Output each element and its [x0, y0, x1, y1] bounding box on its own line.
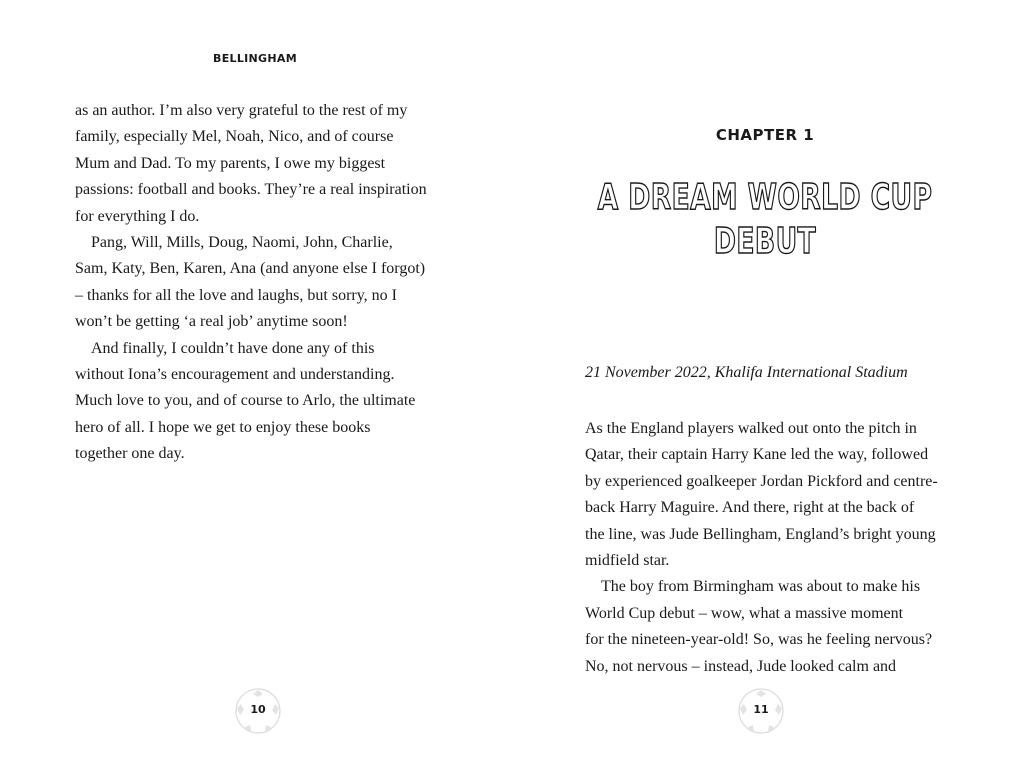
text-line: as an author. I’m also very grateful to the rest of my — [75, 102, 408, 119]
chapter-title-line: A DREAM WORLD CUP — [597, 177, 933, 218]
acknowledgements-text — [75, 98, 435, 468]
text-line: together one day. — [75, 445, 185, 463]
text-line: by experienced goalkeeper Jordan Pickford and centre- — [585, 472, 938, 490]
text-line: back Harry Maguire. And there, right at the back of — [585, 499, 915, 517]
page-number: 11 — [753, 703, 769, 716]
text-line: without Iona’s encouragement and understanding. — [75, 366, 395, 384]
text-line: Qatar, their captain Harry Kane led the way, followed — [585, 446, 929, 464]
text-line: family, especially Mel, Noah, Nico, and of course — [75, 128, 394, 146]
text-line: for everything I do. — [75, 207, 200, 225]
text-line: for the nineteen-year-old! So, was he feeling nervous? — [585, 631, 933, 649]
text-line: Sam, Katy, Ben, Karen, Ana (and anyone else I forgot) — [75, 260, 426, 278]
page-number-badge — [235, 688, 281, 734]
text-line: the line, was Jude Bellingham, England’s bright young — [585, 525, 936, 543]
text-line: hero of all. I hope we get to enjoy these books — [75, 418, 371, 436]
running-head: BELLINGHAM — [213, 52, 297, 65]
text-line: passions: football and books. They’re a real inspiration — [75, 181, 427, 199]
chapter-title-line: DEBUT — [713, 221, 817, 262]
text-line: Mum and Dad. To my parents, I owe my biggest — [75, 154, 386, 172]
text-line: The boy from Birmingham was about to make his — [601, 578, 921, 596]
chapter-title — [556, 176, 974, 264]
text-line: World Cup debut – wow, what a massive moment — [585, 604, 904, 622]
text-line: – thanks for all the love and laughs, but sorry, no I — [75, 286, 398, 304]
chapter-label: CHAPTER 1 — [715, 126, 815, 144]
text-line: Much love to you, and of course to Arlo, the ultimate — [75, 392, 416, 410]
text-line: midfield star. — [585, 552, 670, 570]
text-line: won’t be getting ‘a real job’ anytime soon! — [75, 313, 348, 331]
chapter-body-text — [585, 416, 965, 680]
dateline: 21 November 2022, Khalifa International Stadium — [585, 364, 908, 381]
right-page — [510, 0, 1020, 783]
text-line: No, not nervous – instead, Jude looked calm and — [585, 657, 897, 675]
page-number-badge — [738, 688, 784, 734]
page-number: 10 — [250, 703, 266, 716]
text-line: And finally, I couldn’t have done any of this — [91, 339, 375, 357]
text-line: As the England players walked out onto the pitch in — [585, 420, 917, 437]
text-line: Pang, Will, Mills, Doug, Naomi, John, Charlie, — [91, 234, 393, 252]
